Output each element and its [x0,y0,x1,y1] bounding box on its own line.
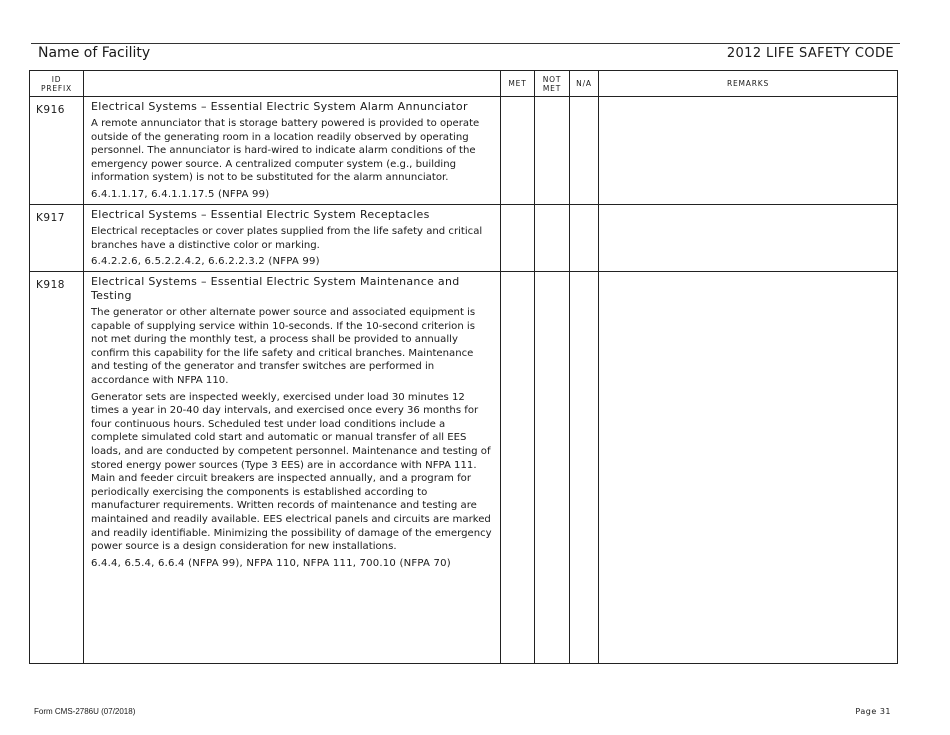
row-paragraph: Generator sets are inspected weekly, exercised under load 30 minutes 12 times a year in 20-40 day intervals, and exercised once every 36 months for four continuous hours. Scheduled test under load conditions include a complete simulated cold start and automatic or manual transfer of all EES loads, and are conducted by competent personnel. Maintenance and testing of stored energy power sources (Type 3 EES) are in accordance with NFPA 111. Main and feeder circuit breakers are inspected annually, and a program for periodically exercising the components is established according to manufacturer requirements. Written records of maintenance and testing are maintained and readily available. EES electrical panels and circuits are marked and readily identifiable. Minimizing the possibility of damage of the emergency power source is a design consideration for new installations. [91,391,492,553]
table-row [30,272,898,664]
row-paragraph: Electrical receptacles or cover plates supplied from the life safety and critical branches have a distinctive color or marking. [91,226,483,251]
row-paragraph: The generator or other alternate power source and associated equipment is capable of supplying service within 10-seconds. If the 10-second criterion is not met during the monthly test, a process shall be provided to annually confirm this capability for the life safety and critical branches. Maintenance and testing of the generator and transfer switches are performed in accordance with NFPA 110. [91,307,476,386]
row-description [84,205,501,272]
row-reference: 6.4.2.2.6, 6.5.2.2.4.2, 6.6.2.2.3.2 (NFPA 99) [91,256,320,268]
met-cell[interactable] [501,272,535,664]
not-met-cell[interactable] [535,205,570,272]
met-header: MET [501,71,535,97]
na-cell[interactable] [570,272,599,664]
facility-name-label: Name of Facility [38,45,151,61]
table-row [30,205,898,272]
na-cell[interactable] [570,97,599,205]
remarks-header: REMARKS [599,71,898,97]
row-id: K918 [30,272,84,664]
row-description [84,272,501,664]
remarks-cell[interactable] [599,205,898,272]
id-prefix-header: ID PREFIX [30,71,84,97]
code-title: 2012 LIFE SAFETY CODE [726,46,894,61]
not-met-cell[interactable] [535,272,570,664]
met-cell[interactable] [501,205,535,272]
not-met-header: NOT MET [535,71,570,97]
page-number: Page 31 [855,707,891,716]
form-id: Form CMS-2786U (07/2018) [34,707,136,716]
not-met-cell[interactable] [535,97,570,205]
row-title: Electrical Systems – Essential Electric System Receptacles [91,208,430,221]
met-cell[interactable] [501,97,535,205]
row-paragraph: A remote annunciator that is storage battery powered is provided to operate outside of the generating room in a location readily observed by operating personnel. The annunciator is hard-wired to indicate alarm conditions of the emergency power source. A centralized computer system (e.g., building information system) is not to be substituted for the alarm annunciator. [91,118,480,184]
remarks-cell[interactable] [599,272,898,664]
header-rule [31,43,900,44]
row-id: K917 [30,205,84,272]
remarks-cell[interactable] [599,97,898,205]
na-header: N/A [570,71,599,97]
table-row [30,97,898,205]
row-reference: 6.4.4, 6.5.4, 6.6.4 (NFPA 99), NFPA 110, NFPA 111, 700.10 (NFPA 70) [91,557,451,569]
row-reference: 6.4.1.1.17, 6.4.1.1.17.5 (NFPA 99) [91,188,270,200]
survey-table [29,70,898,664]
description-header [84,71,501,97]
row-title: Electrical Systems – Essential Electric System Alarm Annunciator [91,100,468,113]
row-title: Electrical Systems – Essential Electric System Maintenance and Testing [91,275,460,302]
na-cell[interactable] [570,205,599,272]
row-description [84,97,501,205]
row-id: K916 [30,97,84,205]
table-header-row [30,71,898,97]
